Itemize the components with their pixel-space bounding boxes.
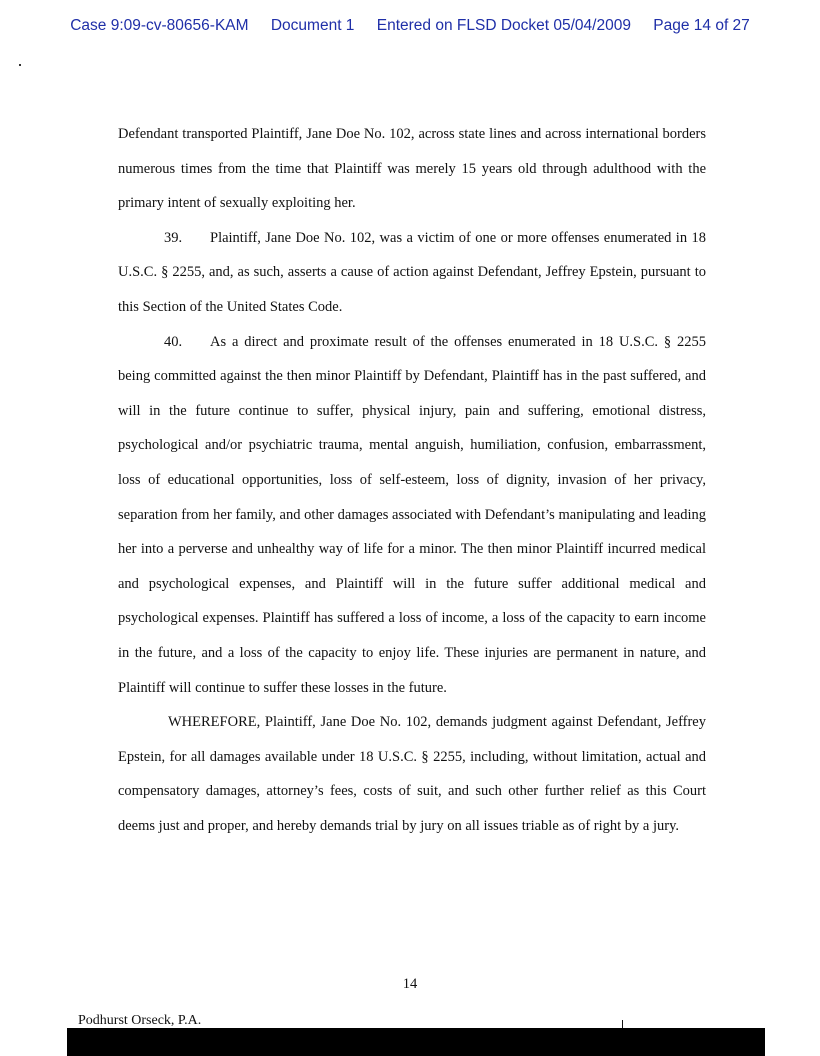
paragraph-number: 40. (164, 333, 183, 350)
paragraph-text: As a direct and proximate result of the offenses enumerated in 18 U.S.C. § 2255 being committed against the then minor Plaintiff by Defendant, Plaintiff has in the past suffered, and will in the future continue to suffer, physical injury, pain and suffering, emotional distress, psychological and/or psychiatric trauma, mental anguish, humiliation, confusion, embarrassment, loss of educational opportunities, loss of self-esteem, loss of dignity, invasion of her privacy, separation from her family, and other damages associated with Defendant’s manipulating and leading her into a perverse and unhealthy way of life for a minor. The then minor Plaintiff incurred medical and psychological expenses, and Plaintiff will in the future suffer additional medical and psychological expenses. Plaintiff has suffered a loss of income, a loss of the capacity to earn income in the future, and a loss of the capacity to enjoy life. These injuries are permanent in nature, and Plaintiff will continue to suffer these losses in the future. (118, 333, 706, 696)
footer-black-bar (67, 1028, 765, 1056)
paragraph-continued: Defendant transported Plaintiff, Jane Doe No. 102, across state lines and across international borders numerous times from the time that Plaintiff was merely 15 years old through adulthood with the primary intent of sexually exploiting her. (118, 126, 706, 212)
page-number: 14 (402, 976, 418, 992)
firm-name: Podhurst Orseck, P.A. (78, 1013, 202, 1028)
case-number: Case 9:09-cv-80656-KAM (70, 17, 249, 34)
paragraph-40 (118, 325, 706, 706)
page-indicator: Page 14 of 27 (653, 17, 750, 34)
stray-mark (19, 64, 21, 66)
wherefore-clause: WHEREFORE, Plaintiff, Jane Doe No. 102, demands judgment against Defendant, Jeffrey Epstein, for all damages available under 18 U.S.C. § 2255, including, without limitation, actual and compensatory damages, attorney’s fees, costs of suit, and such other further relief as this Court deems just and proper, and hereby demands trial by jury on all issues triable as of right by a jury. (118, 714, 706, 834)
document-body (118, 117, 706, 843)
docket-entry: Entered on FLSD Docket 05/04/2009 (376, 17, 631, 34)
docket-header (0, 17, 820, 35)
paragraph-text: Plaintiff, Jane Doe No. 102, was a victim of one or more offenses enumerated in 18 U.S.C. § 2255, and, as such, asserts a cause of action against Defendant, Jeffrey Epstein, pursuant to this Section of the United States Code. (118, 229, 706, 315)
paragraph-39 (118, 221, 706, 325)
paragraph-number: 39. (164, 229, 183, 246)
document-number: Document 1 (270, 17, 355, 34)
